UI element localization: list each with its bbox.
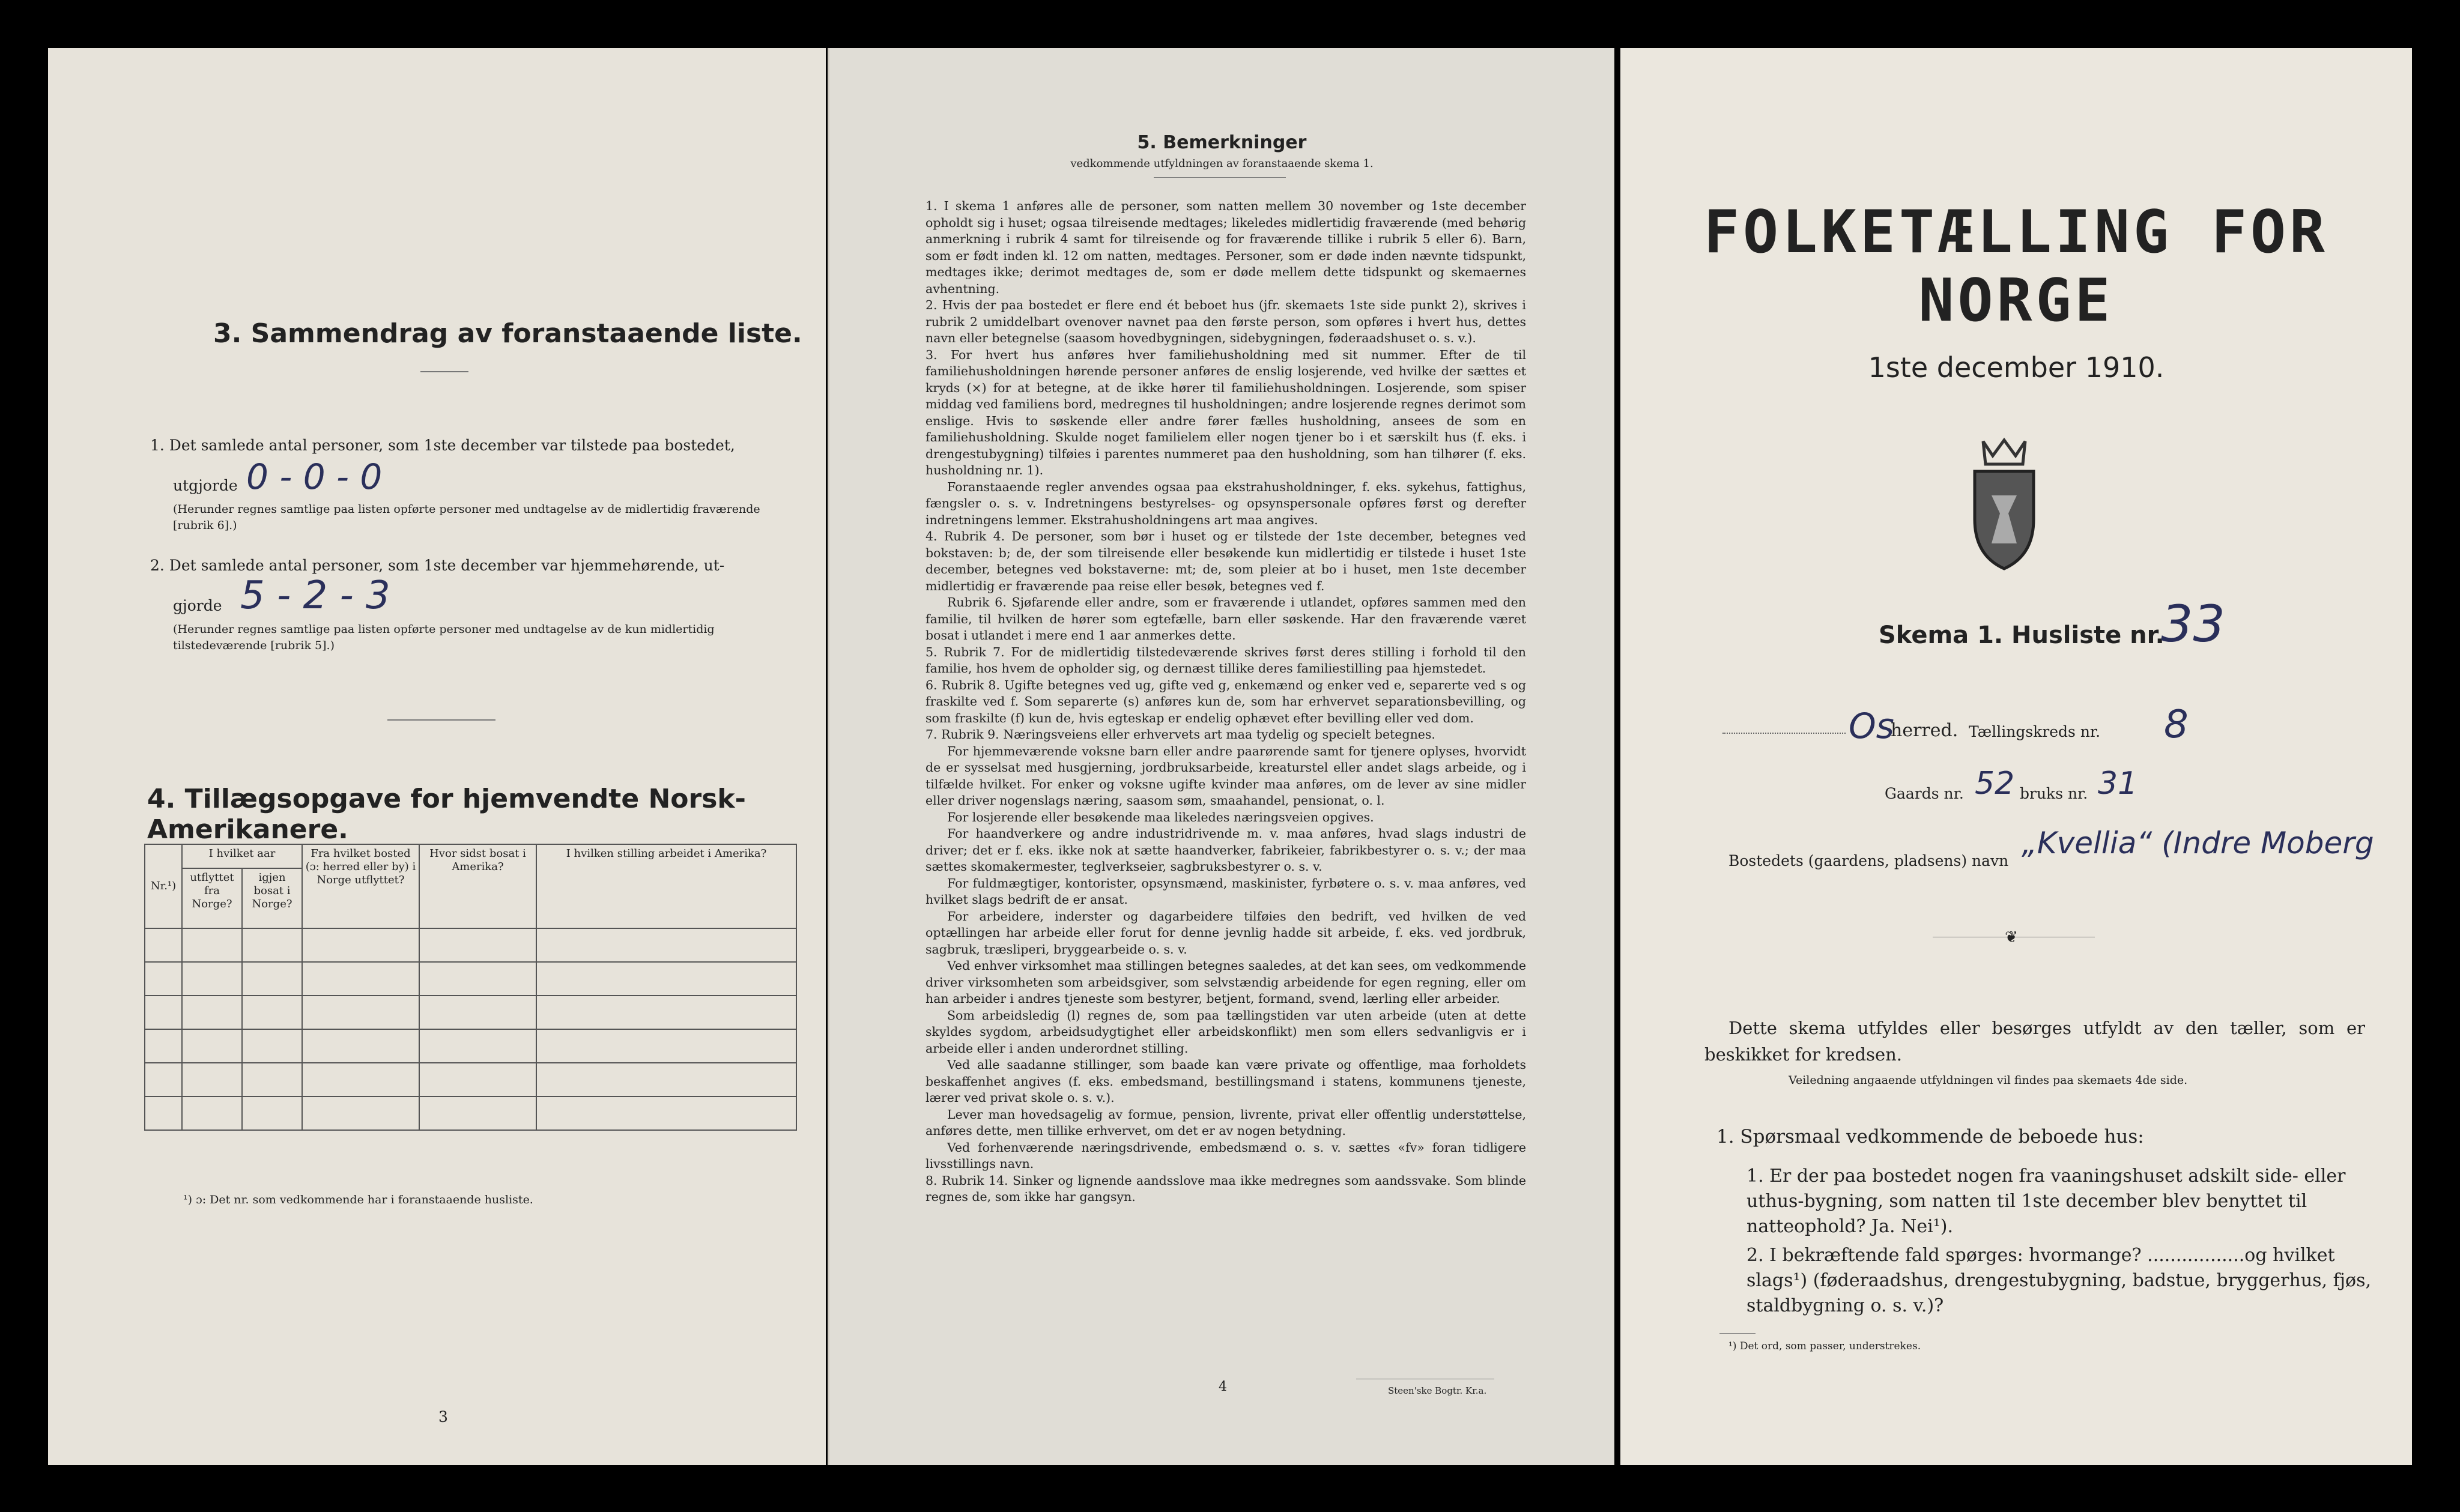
remark-paragraph: Rubrik 6. Sjøfarende eller andre, som er fraværende i utlandet, opføres sammen med den familie, til hvilken de hører som egtefælle, barn eller søskende. Har den fraværende været bosat i utlandet i mere end 1 aar anmerkes dette.	[926, 595, 1526, 643]
item2-value: 5 - 2 - 3	[240, 573, 390, 618]
item2-text: 2. Det samlede antal personer, som 1ste december var hjemmehørende, ut-	[150, 557, 725, 574]
schema-label: Skema 1. Husliste nr.	[1879, 621, 2165, 649]
left-page	[48, 48, 826, 1465]
remark-paragraph: For arbeidere, inderster og dagarbeidere tilføies den bedrift, ved hvilken de ved optællingen har arbeide eller forut for denne jevnlig hadde sit arbeide, f. eks. ved jordbruk, sagbruk, træsliperi, bryggearbeide o. s. v.	[926, 909, 1526, 957]
bosted-label: Bostedets (gaardens, pladsens) navn	[1728, 852, 2009, 869]
item1-prefix: utgjorde	[173, 477, 238, 494]
col-occupation: I hvilken stilling arbeidet i Amerika?	[536, 844, 796, 928]
item2-prefix: gjorde	[173, 597, 222, 614]
item2-note: (Herunder regnes samtlige paa listen opførte personer med undtagelse av de kun midlertidig tilstedeværende [rubrik 5].)	[173, 623, 715, 652]
col-returned: igjen bosat i Norge?	[242, 868, 302, 928]
middle-page	[828, 48, 1614, 1465]
remark-paragraph: 3. For hvert hus anføres hver familiehusholdning med sit nummer. Efter de til familiehusholdningen hørende personer anføres de enslig losjerende, ved hvilke der sættes et kryds (×) for at betegne, at de ikke hører til familiehusholdningen. Losjerende, som spiser middag ved familiens bord, medregnes til husholdningen; andre losjerende regnes derimot som enslige. Hvis to søskende eller andre fører fælles husholdning, ansees de som en familiehusholdning. Skulde noget familielem eller nogen tjener bo i et særskilt hus (f. eks. i drengestubygning) tilføies i parentes nummeret paa den husholdning, som han tilhører (f. eks. husholdning nr. 1).	[926, 347, 1526, 477]
coat-of-arms-icon	[1963, 435, 2046, 573]
remark-paragraph: 5. Rubrik 7. For de midlertidig tilstedeværende skrives først deres stilling i forhold til den familie, hos hvem de opholder sig, og dernæst tillike deres familiestilling paa hjemstedet.	[926, 644, 1526, 676]
divider	[1719, 1333, 1756, 1334]
norsk-amerikanere-table	[144, 844, 797, 1131]
table-row	[145, 1029, 796, 1063]
remark-paragraph: Ved enhver virksomhet maa stillingen betegnes saaledes, at det kan sees, om vedkommende driver virksomheten som arbeidsgiver, som selvstændig arbeidende for egen regning, eller om han arbeider i andres tjeneste som bestyrer, betjent, formand, svend, lærling eller arbeider.	[926, 958, 1526, 1006]
question-1: 1. Er der paa bostedet nogen fra vaaningshuset adskilt side- eller uthus-bygning, som natten til 1ste december blev benyttet til natteophold? Ja. Nei¹).	[1747, 1166, 2346, 1237]
remark-paragraph: Som arbeidsledig (l) regnes de, som paa tællingstiden var uten arbeide (uten at dette skyldes sygdom, arbeidsudygtighet eller arbeidskonflikt) men som ellers sedvanligvis er i arbeide eller i anden underordnet stilling.	[926, 1008, 1526, 1056]
bruks-label: bruks nr.	[2020, 785, 2088, 802]
col-from-where: Fra hvilket bosted (ɔ: herred eller by) i Norge utflyttet?	[302, 844, 419, 928]
table-row	[145, 1063, 796, 1096]
table-row	[145, 928, 796, 962]
remark-paragraph: Ved forhenværende næringsdrivende, embedsmænd o. s. v. sættes «fv» foran tidligere livsstillings navn.	[926, 1140, 1526, 1171]
bruks-value: 31	[2098, 766, 2138, 802]
remark-paragraph: 4. Rubrik 4. De personer, som bør i huset og er tilstede der 1ste december, betegnes ved bokstaven: b; de, der som tilreisende eller besøkende kun midlertidig er tilstede i huset 1ste december, betegnes ved bokstaverne: mt; de, som pleier at bo i huset, men 1ste december midlertidig er fraværende paa reise eller besøk, betegnes ved f.	[926, 529, 1526, 593]
section4-title: 4. Tillægsopgave for hjemvendte Norsk-Amerikanere.	[147, 784, 746, 845]
remarks-list	[926, 198, 1526, 1206]
remark-paragraph: For haandverkere og andre industridrivende m. v. maa anføres, hvad slags industri de driver; det er f. eks. ikke nok at sætte haandverker, fabrikeier, fabrikbestyrer o. s. v.; der maa sættes skomakermester, teglverkseier, sagbruksbestyrer o. s. v.	[926, 826, 1526, 874]
remark-paragraph: Ved alle saadanne stillinger, som baade kan være private og offentlige, maa forholdets beskaffenhet angives (f. eks. embedsmand, bestillingsmand i statens, kommunens tjeneste, lærer ved privat skole o. s. v.).	[926, 1057, 1526, 1105]
col-nr: Nr.¹)	[145, 844, 182, 928]
ornament-icon: ❦	[2005, 928, 2018, 946]
col-group-year: I hvilket aar	[182, 844, 302, 868]
kreds-value: 8	[2164, 703, 2189, 747]
husliste-number: 33	[2161, 594, 2225, 653]
remark-paragraph: For hjemmeværende voksne barn eller andre paarørende samt for tjenere oplyses, hvorvidt de er sysselsat med husgjerning, jordbruksarbeide, kreaturstel eller andet slags arbeide, og i tilfælde hvilket. For enker og voksne ugifte kvinder maa anføres, om de lever av sine midler eller driver nogenslags næring, saasom søm, smaahandel, pensionat, o. l.	[926, 743, 1526, 808]
footnote: ¹) ɔ: Det nr. som vedkommende har i foranstaaende husliste.	[183, 1193, 533, 1206]
page-number: 3	[438, 1408, 448, 1426]
herred-label: herred.	[1891, 720, 1959, 741]
page-number: 4	[1219, 1379, 1227, 1394]
remarks-title: 5. Bemerkninger	[1137, 132, 1307, 153]
divider	[1154, 177, 1286, 178]
remark-paragraph: 2. Hvis der paa bostedet er flere end ét beboet hus (jfr. skemaets 1ste side punkt 2), skrives i rubrik 2 umiddelbart ovenover navnet paa den første person, som opføres i hvert hus, dettes navn eller betegnelse (saasom hovedbygningen, sidebygningen, føderaadshuset o. s. v.).	[926, 298, 1526, 345]
table-row	[145, 962, 796, 996]
dots	[1722, 733, 1846, 734]
herred-value: Os	[1849, 706, 1894, 746]
remark-paragraph: 1. I skema 1 anføres alle de personer, som natten mellem 30 november og 1ste december opholdt sig i huset; ogsaa tilreisende medtages; likeledes midlertidig fraværende (med behørig anmerkning i rubrik 4 samt for tilreisende og for fraværende tillike i rubrik 5 eller 6). Barn, som er født inden kl. 12 om natten, medtages. Personer, som er døde inden nævnte tidspunkt, medtages ikke; derimot medtages de, som er døde mellem dette tidspunkt og skemaernes avhentning.	[926, 199, 1526, 296]
instruction-small: Veiledning angaaende utfyldningen vil findes paa skemaets 4de side.	[1789, 1074, 2188, 1087]
gaards-value: 52	[1975, 766, 2015, 802]
item1-text: 1. Det samlede antal personer, som 1ste december var tilstede paa bostedet,	[150, 437, 735, 454]
table-row	[145, 996, 796, 1029]
right-page	[1620, 48, 2412, 1465]
instruction: Dette skema utfyldes eller besørges utfyldt av den tæller, som er beskikket for kredsen.	[1704, 1018, 2365, 1065]
remark-paragraph: 7. Rubrik 9. Næringsveiens eller erhvervets art maa tydelig og specielt betegnes.	[926, 727, 1435, 742]
remark-paragraph: Foranstaaende regler anvendes ogsaa paa ekstrahusholdninger, f. eks. sykehus, fattighus, fængsler o. s. v. Indretningens bestyrelses- og opsynspersonale opføres først og derefter indretningens lemmer. Ekstrahusholdningens art maa angives.	[926, 479, 1526, 527]
remark-paragraph: 8. Rubrik 14. Sinker og lignende aandsslove maa ikke medregnes som aandssvake. Som blinde regnes de, som ikke har gangsyn.	[926, 1173, 1526, 1204]
printer-imprint: Steen'ske Bogtr. Kr.a.	[1388, 1385, 1487, 1396]
table-row	[145, 1096, 796, 1130]
remark-paragraph: For losjerende eller besøkende maa likeledes næringsveien opgives.	[947, 809, 1374, 824]
remark-paragraph: For fuldmægtiger, kontorister, opsynsmænd, maskinister, fyrbøtere o. s. v. maa anføres, ved hvilket slags bedrift de er ansat.	[926, 875, 1526, 907]
census-date: 1ste december 1910.	[1868, 351, 2165, 384]
divider	[420, 371, 468, 372]
kreds-label: Tællingskreds nr.	[1969, 723, 2101, 740]
gaards-label: Gaards nr.	[1885, 785, 1964, 802]
question-2: 2. I bekræftende fald spørges: hvormange? .................og hvilket slags¹) (føderaadshus, drengestubygning, badstue, bryggerhus, fjøs, staldbygning o. s. v.)?	[1747, 1245, 2372, 1316]
bosted-value: „Kvellia“ (Indre Moberg	[2022, 826, 2374, 860]
divider	[387, 719, 495, 721]
col-last-residence: Hvor sidst bosat i Amerika?	[419, 844, 536, 928]
item1-value: 0 - 0 - 0	[246, 456, 383, 497]
remarks-subtitle: vedkommende utfyldningen av foranstaaende skema 1.	[1070, 157, 1374, 170]
remark-paragraph: 6. Rubrik 8. Ugifte betegnes ved ug, gifte ved g, enkemænd og enker ved e, separerte ved s og fraskilte ved f. Som separerte (s) anføres kun de, som har erhvervet separationsbevilling, og som fraskilte (f) kun de, hvis egteskap er endelig ophævet efter bevilling eller ved dom.	[926, 677, 1526, 725]
census-title: FOLKETÆLLING FOR NORGE	[1703, 198, 2328, 335]
section3-title: 3. Sammendrag av foranstaaende liste.	[213, 318, 802, 349]
questions-heading: 1. Spørsmaal vedkommende de beboede hus:	[1716, 1126, 2144, 1148]
item1-note: (Herunder regnes samtlige paa listen opførte personer med undtagelse av de midlertidig fraværende [rubrik 6].)	[173, 503, 760, 532]
footnote: ¹) Det ord, som passer, understrekes.	[1728, 1340, 1921, 1352]
col-emigrated: utflyttet fra Norge?	[182, 868, 242, 928]
remark-paragraph: Lever man hovedsagelig av formue, pension, livrente, privat eller offentlig understøttelse, anføres dette, men tillike erhvervet, om det er av nogen betydning.	[926, 1107, 1526, 1138]
